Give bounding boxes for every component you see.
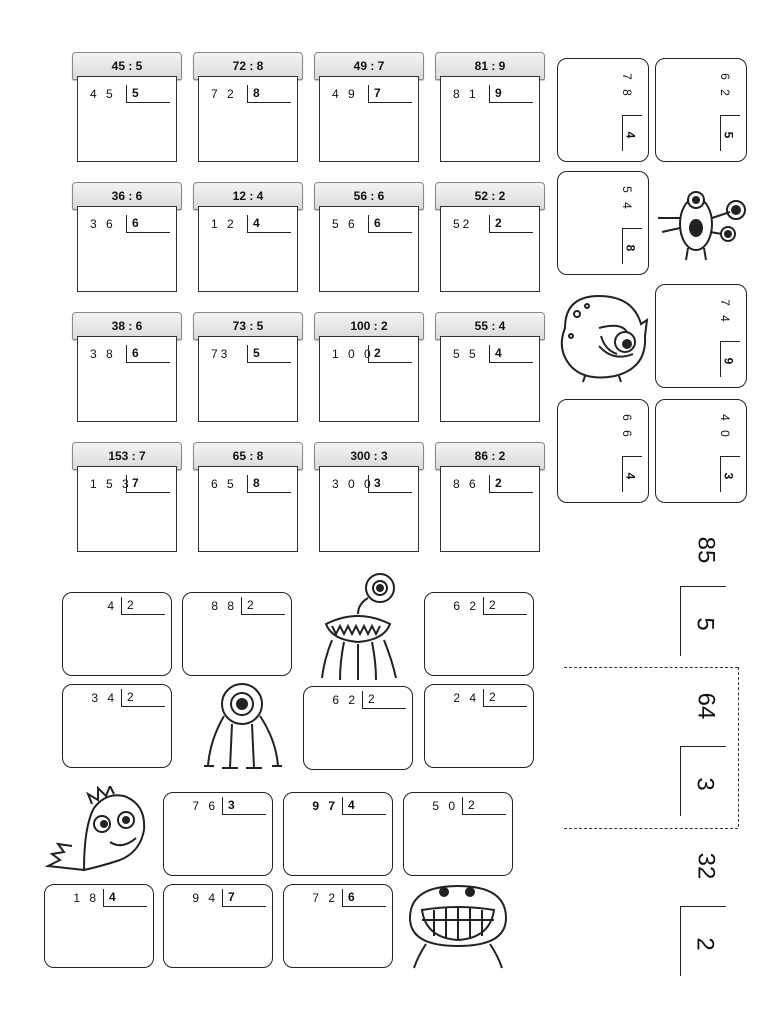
- divisor: 2: [121, 597, 165, 615]
- divisor: 5: [247, 345, 291, 363]
- dividend: 2 4: [453, 691, 479, 705]
- divisor: 7: [222, 889, 266, 907]
- dividend: 3 4: [91, 691, 117, 705]
- monster-cyclops-icon: [202, 680, 284, 776]
- divisor: 7: [126, 475, 170, 493]
- dividend: 6 6: [620, 414, 635, 440]
- monster-grin-icon: [404, 880, 514, 972]
- division-card: [193, 312, 293, 422]
- monster-round-icon: [555, 288, 655, 384]
- divisor: 9: [489, 85, 533, 103]
- dividend: 6 5: [211, 477, 237, 491]
- division-box: [62, 684, 172, 768]
- division-card: [193, 52, 293, 162]
- divisor: 5: [126, 85, 170, 103]
- division-box: [424, 684, 534, 768]
- dividend: 5 4: [620, 186, 635, 212]
- card-tab: 72 : 8: [193, 52, 303, 80]
- rotated-division-box: [557, 58, 649, 162]
- divisor: 2: [362, 691, 406, 709]
- card-tab: 38 : 6: [72, 312, 182, 340]
- dividend: 3 8: [90, 347, 116, 361]
- card-tab: 36 : 6: [72, 182, 182, 210]
- dividend: 1 8: [73, 891, 99, 905]
- dividend: 85: [692, 536, 720, 564]
- dividend: 8 1: [453, 87, 479, 101]
- divisor: 2: [483, 597, 527, 615]
- dividend: 7 2: [211, 87, 237, 101]
- dividend: 52: [453, 217, 473, 231]
- divisor: 3: [691, 777, 719, 791]
- division-card: [72, 312, 172, 422]
- dividend: 8 8: [211, 599, 237, 613]
- divisor: 4: [489, 345, 533, 363]
- dividend: 3 0 0: [332, 477, 374, 491]
- dividend: 4: [107, 599, 117, 613]
- card-tab: 52 : 2: [435, 182, 545, 210]
- dividend: 6 2: [453, 599, 479, 613]
- division-box: [163, 884, 273, 968]
- divisor: 7: [368, 85, 412, 103]
- rotated-division-box: [557, 171, 649, 275]
- dividend: 7 6: [192, 799, 218, 813]
- divisor: 6: [126, 345, 170, 363]
- division-card: [314, 182, 414, 292]
- divisor: 2: [489, 215, 533, 233]
- divisor: 2: [121, 689, 165, 707]
- dividend: 4 9: [332, 87, 358, 101]
- dividend: 1 2: [211, 217, 237, 231]
- divisor: 3: [222, 797, 266, 815]
- divisor: 4: [623, 131, 638, 139]
- card-tab: 49 : 7: [314, 52, 424, 80]
- division-box: [283, 792, 393, 876]
- divisor: 2: [691, 937, 719, 951]
- divisor: 2: [241, 597, 285, 615]
- division-card: [193, 182, 293, 292]
- dividend: 5 0: [432, 799, 458, 813]
- division-box: [403, 792, 513, 876]
- divisor: 6: [342, 889, 386, 907]
- divisor: 2: [489, 475, 533, 493]
- division-card: [314, 442, 414, 552]
- dividend: 4 5: [90, 87, 116, 101]
- dividend: 4 0: [718, 414, 733, 440]
- monster-dino-icon: [44, 786, 152, 876]
- divisor: 4: [623, 472, 638, 480]
- division-card: [72, 182, 172, 292]
- card-tab: 153 : 7: [72, 442, 182, 470]
- divisor: 2: [462, 797, 506, 815]
- dividend: 6 2: [332, 693, 358, 707]
- divisor: 8: [247, 475, 291, 493]
- dividend: 5 6: [332, 217, 358, 231]
- division-card: [193, 442, 293, 552]
- division-card: [72, 52, 172, 162]
- division-box: [303, 686, 413, 770]
- divisor: 2: [368, 345, 412, 363]
- divisor: 4: [247, 215, 291, 233]
- division-box: [44, 884, 154, 968]
- monster-tall-icon: [648, 188, 754, 262]
- dividend: 7 4: [718, 299, 733, 325]
- divisor: 6: [126, 215, 170, 233]
- division-box: [182, 592, 292, 676]
- division-card: [435, 442, 535, 552]
- dividend: 7 8: [620, 73, 635, 99]
- dividend: 3 6: [90, 217, 116, 231]
- card-tab: 73 : 5: [193, 312, 303, 340]
- dividend: 5 5: [453, 347, 479, 361]
- rotated-division-box: [557, 399, 649, 503]
- dividend: 9 4: [192, 891, 218, 905]
- dividend: 6 2: [718, 73, 733, 99]
- card-tab: 55 : 4: [435, 312, 545, 340]
- card-tab: 300 : 3: [314, 442, 424, 470]
- divisor: 3: [721, 472, 736, 480]
- card-tab: 12 : 4: [193, 182, 303, 210]
- divisor: 5: [721, 131, 736, 139]
- dividend: 1 0 0: [332, 347, 374, 361]
- card-tab: 56 : 6: [314, 182, 424, 210]
- card-tab: 65 : 8: [193, 442, 303, 470]
- division-card: [435, 312, 535, 422]
- division-card: [435, 182, 535, 292]
- divisor: 4: [342, 797, 386, 815]
- division-box: [62, 592, 172, 676]
- card-tab: 100 : 2: [314, 312, 424, 340]
- dividend: 9 7: [312, 799, 338, 813]
- monster-stalk-eye-icon: [318, 568, 404, 684]
- card-tab: 86 : 2: [435, 442, 545, 470]
- dividend: 8 6: [453, 477, 479, 491]
- card-tab: 45 : 5: [72, 52, 182, 80]
- divisor: 9: [721, 357, 736, 365]
- divisor: 6: [368, 215, 412, 233]
- card-tab: 81 : 9: [435, 52, 545, 80]
- division-card: [435, 52, 535, 162]
- rotated-division-box: [655, 58, 747, 162]
- dividend: 73: [211, 347, 231, 361]
- divisor: 8: [247, 85, 291, 103]
- dividend: 32: [692, 852, 720, 880]
- rotated-division-box: [655, 284, 747, 388]
- dividend: 7 2: [312, 891, 338, 905]
- division-card: [314, 312, 414, 422]
- divisor: 5: [691, 617, 719, 631]
- division-card: [72, 442, 172, 552]
- dividend: 1 5 3: [90, 477, 132, 491]
- division-box: [424, 592, 534, 676]
- division-box: [283, 884, 393, 968]
- divisor: 3: [368, 475, 412, 493]
- rotated-division-box: [655, 399, 747, 503]
- division-box: [163, 792, 273, 876]
- division-card: [314, 52, 414, 162]
- dividend: 64: [692, 692, 720, 720]
- divisor: 8: [623, 244, 638, 252]
- divisor: 4: [103, 889, 147, 907]
- divisor: 2: [483, 689, 527, 707]
